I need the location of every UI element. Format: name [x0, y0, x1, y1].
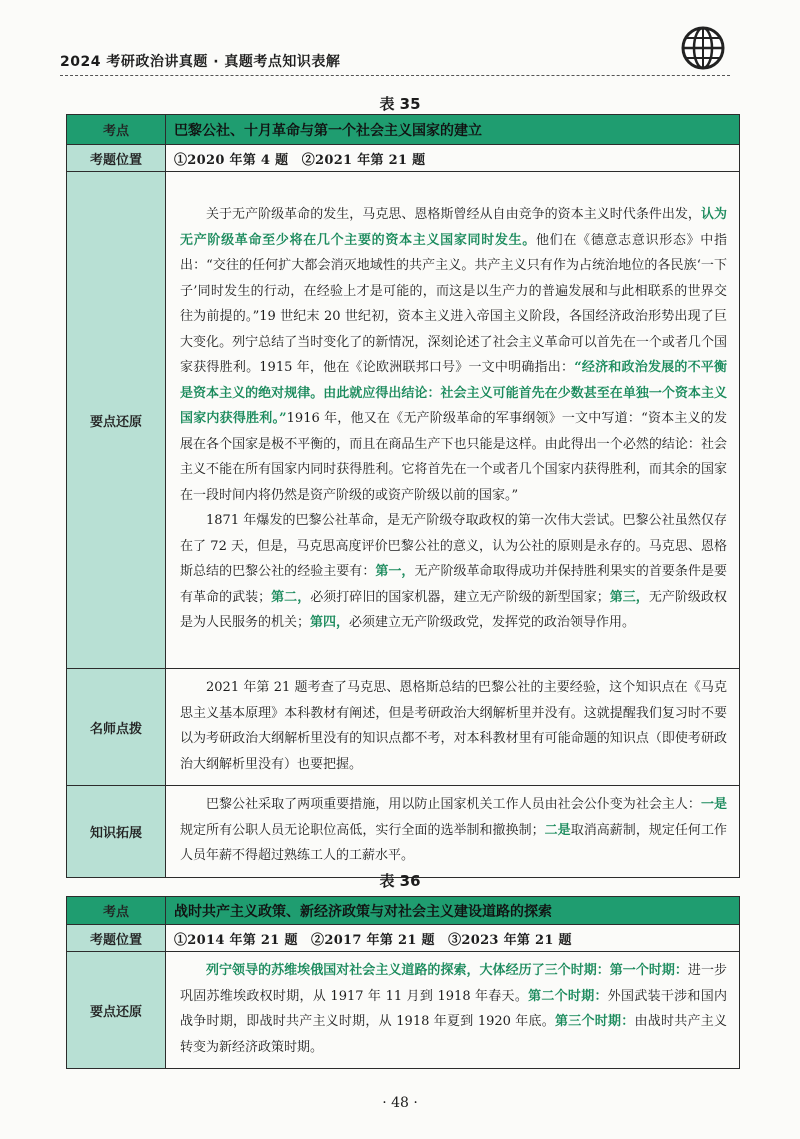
table-36: [66, 896, 740, 1069]
key-points-text: [166, 172, 740, 669]
teacher-tips-text: 2021 年第 21 题考查了马克思、恩格斯总结的巴黎公社的主要经验，这个知识点在《马克思主义基本原理》本科教材有阐述，但是考研政治大纲解析里并没有。这就提醒我们复习时不要以为考研政治大纲解析里没有的知识点都不考，对本科教材里有可能命题的知识点（即使考研政治大纲解析里没有）也要把握。: [166, 669, 740, 786]
globe-icon: [680, 25, 726, 71]
mingshi-label: 名师点拨: [67, 669, 166, 786]
table-35-caption: 表 35: [379, 95, 421, 113]
weizhi-label: 考题位置: [67, 925, 166, 952]
topic-title: 巴黎公社、十月革命与第一个社会主义国家的建立: [166, 115, 740, 145]
topic-title: 战时共产主义政策、新经济政策与对社会主义建设道路的探索: [166, 897, 740, 925]
page-number: · 48 ·: [382, 1095, 418, 1111]
weizhi-label: 考题位置: [67, 145, 166, 172]
book-title: 2024 考研政治讲真题 · 真题考点知识表解: [60, 54, 341, 70]
paragraph: 关于无产阶级革命的发生，马克思、恩格斯曾经从自由竞争的资本主义时代条件出发，认为无产阶级革命至少将在几个主要的资本主义国家同时发生。他们在《德意志意识形态》中指出：“交往的任何扩大都会消灭地域性的共产主义。共产主义只有作为占统治地位的各民族‘一下子’同时发生的行动，在经验上才是可能的，而这是以生产力的普遍发展和与此相联系的世界交往为前提的。”19 世纪末 20 世纪初，资本主义进入帝国主义阶段，各国经济政治形势出现了巨大变化。列宁总结了当时变化了的新情况，深刻论述了社会主义革命可以首先在一个或者几个国家获得胜利。1915 年，他在《论欧洲联邦口号》一文中明确指出：“经济和政治发展的不平衡是资本主义的绝对规律。由此就应得出结论：社会主义可能首先在少数甚至在单独一个资本主义国家内获得胜利。”1916 年，他又在《无产阶级革命的军事纲领》一文中写道：“资本主义的发展在各个国家是极不平衡的，而且在商品生产下也只能是这样。由此得出一个必然的结论：社会主义不能在所有国家内同时获得胜利。它将首先在一个或者几个国家内获得胜利，而其余的国家在一段时间内将仍然是资产阶级的或资产阶级以前的国家。”: [180, 207, 728, 503]
kaodian-label: 考点: [67, 897, 166, 925]
question-position: ①2014 年第 21 题 ②2017 年第 21 题 ③2023 年第 21 题: [166, 925, 740, 952]
kaodian-label: 考点: [67, 115, 166, 145]
question-position: ①2020 年第 4 题 ②2021 年第 21 题: [166, 145, 740, 172]
table-35: [66, 114, 740, 878]
page-header: [60, 45, 730, 76]
paragraph: 1871 年爆发的巴黎公社革命，是无产阶级夺取政权的第一次伟大尝试。巴黎公社虽然仅存在了 72 天，但是，马克思高度评价巴黎公社的意义，认为公社的原则是永存的。马克思、恩格斯总结的巴黎公社的经验主要有：第一，无产阶级革命取得成功并保持胜利果实的首要条件是要有革命的武装；第二，必须打碎旧的国家机器，建立无产阶级的新型国家；第三，无产阶级政权是为人民服务的机关；第四，必须建立无产阶级政党，发挥党的政治领导作用。: [180, 513, 727, 631]
yaodian-label: 要点还原: [67, 952, 166, 1069]
knowledge-extension-text: 巴黎公社采取了两项重要措施，用以防止国家机关工作人员由社会公仆变为社会主人：一是规定所有公职人员无论职位高低，实行全面的选举制和撤换制；二是取消高薪制，规定任何工作人员年薪不得超过熟练工人的工薪水平。: [166, 786, 740, 878]
yaodian-label: 要点还原: [67, 172, 166, 669]
tuozhan-label: 知识拓展: [67, 786, 166, 878]
key-points-text: 列宁领导的苏维埃俄国对社会主义道路的探索，大体经历了三个时期：第一个时期：进一步巩固苏维埃政权时期，从 1917 年 11 月到 1918 年春天。第二个时期：外国武装干涉和国内战争时期，即战时共产主义时期，从 1918 年夏到 1920 年底。第三个时期：由战时共产主义转变为新经济政策时期。: [166, 952, 740, 1069]
table-36-caption: 表 36: [379, 872, 421, 890]
